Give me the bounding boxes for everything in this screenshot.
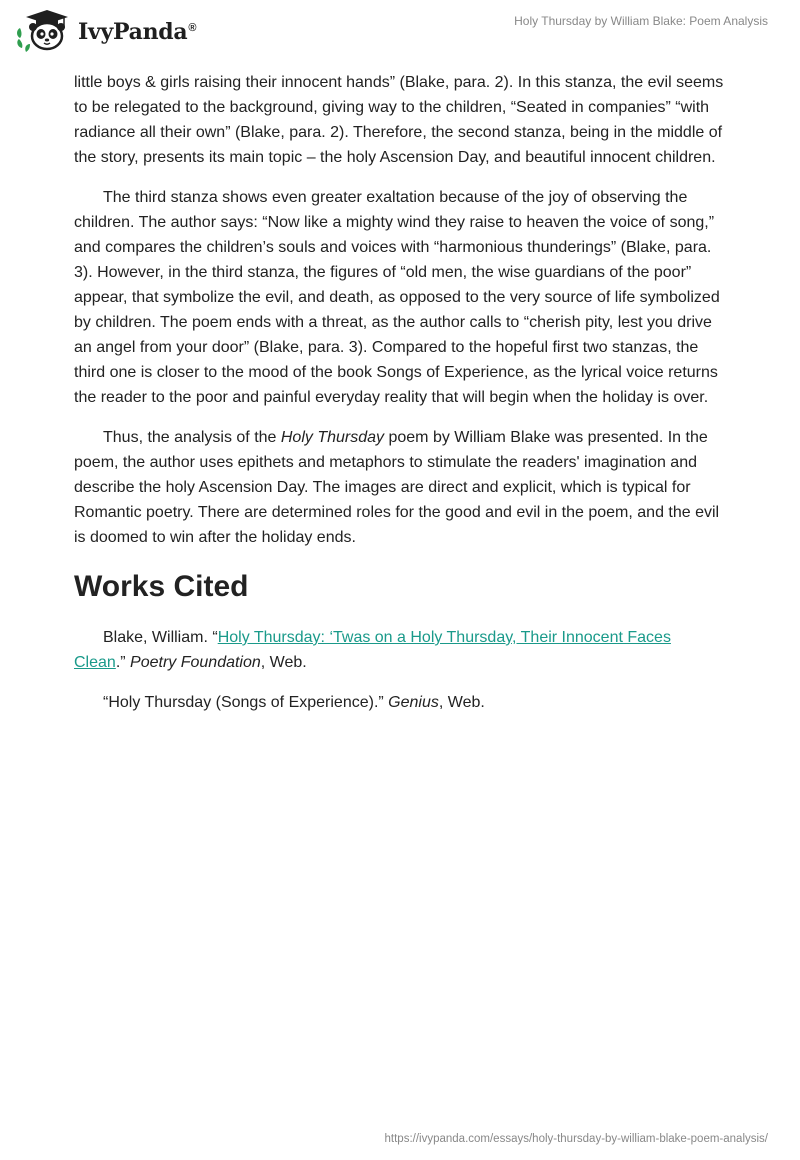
paragraph-conclusion: Thus, the analysis of the Holy Thursday poem by William Blake was presented. In the poem, the author uses epithets and metaphors to stimulate the readers' imagination and describe the holy Ascension Day. The images are direct and explicit, which is typical for Romantic poetry. There are determined roles for the good and evil in the poem, and the evil is doomed to win after the holiday ends. — [74, 429, 720, 546]
ivypanda-logo[interactable] — [14, 8, 196, 52]
citation-poetry-foundation: Blake, William. “Holy Thursday: ‘Twas on a Holy Thursday, Their Innocent Faces Clean.” Poetry Foundation, Web. — [74, 629, 671, 671]
document-header-title: Holy Thursday by William Blake: Poem Analysis — [514, 14, 768, 28]
paragraph-third-stanza: The third stanza shows even greater exaltation because of the joy of observing the children. The author says: “Now like a mighty wind they raise to heaven the voice of song,” and compares the children’s souls and voices with “harmonious thunderings” (Blake, para. 3). However, in the third stanza, the figures of “old men, the wise guardians of the poor” appear, that symbolize the evil, and death, as opposed to the very source of life symbolized by children. The poem ends with a threat, as the author calls to “cherish pity, lest you drive an angel from your door” (Blake, para. 3). Compared to the hopeful first two stanzas, the third one is closer to the mood of the book Songs of Experience, as the lyrical voice returns the reader to the poor and painful everyday reality that will begin when the holiday is over. — [74, 189, 720, 406]
panda-graduate-icon — [14, 8, 72, 52]
poem-title-italic: Holy Thursday — [280, 429, 385, 446]
citation-genius: “Holy Thursday (Songs of Experience).” Genius, Web. — [103, 694, 485, 711]
citation-link[interactable]: Holy Thursday: ‘Twas on a Holy Thursday, Their Innocent Faces Clean — [74, 629, 671, 671]
paragraph-continued: little boys & girls raising their innocent hands” (Blake, para. 2). In this stanza, the evil seems to be relegated to the background, giving way to the children, “Seated in companies” “with radiance all their own” (Blake, para. 2). Therefore, the second stanza, being in the middle of the story, presents its main topic – the holy Ascension Day, and beautiful innocent children. — [74, 74, 724, 166]
page-header — [0, 0, 800, 60]
brand-name: IvyPanda® — [78, 19, 197, 45]
source-url[interactable]: https://ivypanda.com/essays/holy-thursday-by-william-blake-poem-analysis/ — [384, 1133, 768, 1145]
essay-content — [74, 70, 726, 730]
registered-mark: ® — [188, 21, 197, 34]
works-cited-heading: Works Cited — [74, 570, 249, 603]
